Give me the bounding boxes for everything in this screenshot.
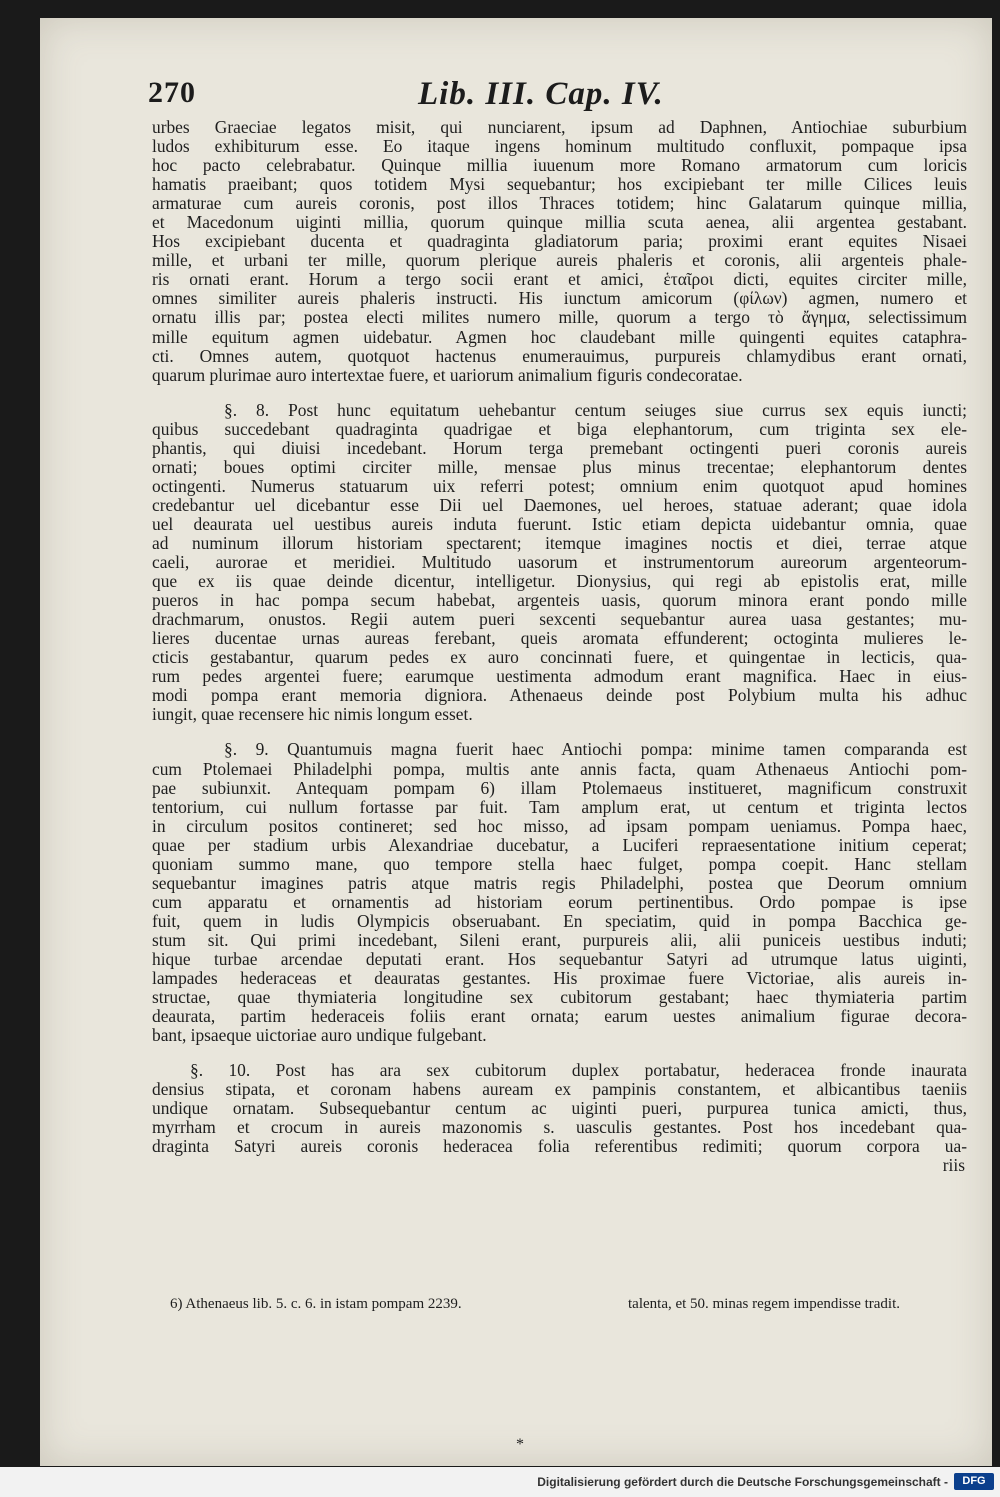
text-line: uel deaurata uel uestibus aureis induta fuerunt. Istic etiam depicta uidebantur omnia, quae: [152, 514, 967, 534]
text-line: phantis, qui diuisi incedebant. Horum terga premebant octingenti pueri coronis aureis: [152, 438, 967, 458]
text-line: cti. Omnes autem, quotquot hactenus enumerauimus, purpureis chlamydibus erant ornati,: [152, 346, 967, 366]
funding-credit: Digitalisierung gefördert durch die Deutsche Forschungsgemeinschaft -: [537, 1475, 948, 1489]
text-line: fuit, quem in ludis Olympicis obseruabant. En speciatim, quid in pompa Bacchica ge-: [152, 911, 967, 931]
text-line: hamatis praeibant; quos totidem Mysi sequebantur; hos excipiebant ter mille Cilices leuis: [152, 175, 967, 195]
text-line: quae per stadium urbis Alexandriae ducebatur, a Luciferi repraesentatione initium ceperat;: [152, 835, 967, 855]
text-line: armaturae cum aureis coronis, post illos Thraces totidem; hinc Galatarum quinque millia,: [152, 194, 967, 214]
footnote-left: 6) Athenaeus lib. 5. c. 6. in istam pompam 2239.: [170, 1296, 462, 1312]
dfg-logo[interactable]: DFG: [954, 1473, 994, 1490]
text-line: draginta Satyri aureis coronis hederacea folia referentibus redimiti; quorum corpora ua-: [152, 1137, 967, 1157]
text-line: pae subiunxit. Antequam pompam 6) illam Ptolemaeus institueret, magnificum construxit: [152, 778, 967, 798]
book-page: [40, 18, 992, 1466]
text-line: rum pedes argentei fuere; earumque uestimenta admodum erant magnifica. Haec in eius-: [152, 667, 967, 687]
text-line: undique ornatam. Subsequebantur centum ac uiginti pueri, purpurea tunica amicti, thus,: [152, 1099, 967, 1119]
text-line: cum apparatu et ornamentis ad historiam eorum pertinentibus. Ordo pompae is ipse: [152, 892, 967, 912]
text-line: §. 8. Post hunc equitatum uehebantur centum seiuges siue currus sex equis iuncti;: [224, 400, 967, 420]
text-line: hoc pacto celebrabatur. Quinque millia iuuenum more Romano armatorum cum loricis: [152, 156, 967, 176]
text-line: credebantur uel dicebantur esse Dii uel Daemones, uel heroes, statuae aderant; quae idola: [152, 495, 967, 515]
text-line: quibus succedebant quadraginta quadrigae et biga elephantorum, cum triginta sex ele-: [152, 419, 967, 439]
text-line: drachmarum, onustos. Regii autem pueri sexcenti sequebantur aurea uasa gestantes; mu-: [152, 610, 967, 630]
paragraph-section-8: [152, 401, 967, 725]
text-line: tentorium, cui nullum fortasse par fuit. Tam amplum erat, ut centum et triginta lectos: [152, 797, 967, 817]
text-line: stum sit. Qui primi incedebant, Sileni erant, purpureis alii, alii puniceis uestibus induti;: [152, 930, 967, 950]
text-line: ornatu illis par; postea electi milites numero mille, quorum a tergo τὸ ἄγημα, selectissimum: [152, 308, 967, 328]
text-line: Hos excipiebant ducenta et quadraginta gladiatorum paria; proximi erant equites Nisaei: [152, 232, 967, 252]
signature-mark: *: [516, 1436, 524, 1453]
text-line: §. 10. Post has ara sex cubitorum duplex portabatur, hederacea fronde inaurata: [190, 1061, 967, 1081]
text-line: mille, et urbani ter mille, quorum plerique aureis phaleris et coronis, alii argenteis phale-: [152, 251, 967, 271]
text-line: §. 9. Quantumuis magna fuerit haec Antiochi pompa: minime tamen comparanda est: [224, 740, 967, 760]
text-line: ornati; boues optimi circiter mille, mensae plus minus trecentae; elephantorum dentes: [152, 457, 967, 477]
text-line: iungit, quae recensere hic nimis longum esset.: [152, 705, 473, 725]
text-line: mille equitum agmen uidebatur. Agmen hoc claudebant mille quingenti equites cataphra-: [152, 327, 967, 347]
text-line: cticis gestabantur, quarum pedes ex auro concinnati fuere, et quingentae in lecticis, qua-: [152, 648, 967, 668]
text-line: hique turbae arcendae deputati erant. Hos sequebantur Satyri ad utrumque latus uiginti,: [152, 949, 967, 969]
text-line: deaurata, partim hederaceis foliis erant ornata; earum uestes animalium figurae decora-: [152, 1007, 967, 1027]
text-line: densius stipata, et coronam habens auream ex pampinis constantem, et albicantibus taeniis: [152, 1080, 967, 1100]
text-line: cum Ptolemaei Philadelphi pompa, multis ante annis facta, quam Athenaeus Antiochi pom-: [152, 759, 967, 779]
text-line: caeli, aurorae et meridiei. Multitudo uasorum et instrumentorum aureorum argenteorum-: [152, 553, 967, 573]
text-line: myrrham et crocum in aureis mazonomis s. uasculis gestantes. Post hos incedebant qua-: [152, 1118, 967, 1138]
text-line: ad numinum illorum historiam spectarent; itemque imagines noctis et diei, terrae atque: [152, 533, 967, 553]
running-head: Lib. III. Cap. IV.: [418, 76, 664, 112]
text-line: ludos exhibiturum esse. Eo itaque ingens hominum multitudo confluxit, pompaque ipsa: [152, 137, 967, 157]
text-line: pueros in hac pompa secum habebat, argenteis uasis, quorum minora erant pondo mille: [152, 591, 967, 611]
page-number: 270: [148, 76, 196, 109]
catchword: riis: [942, 1155, 965, 1176]
text-line: sequebantur imagines patris atque matris regis Philadelphi, postea que Deorum omnium: [152, 873, 967, 893]
text-line: in circulum positos contineret; sed hoc misso, ad ipsam pompam ueniamus. Pompa haec,: [152, 816, 967, 836]
paragraph-continuation: [152, 118, 967, 385]
text-line: octingenti. Numerus statuarum uix referri potest; omnium enim quotquot apud homines: [152, 476, 967, 496]
text-line: urbes Graeciae legatos misit, qui nunciarent, ipsum ad Daphnen, Antiochiae suburbium: [152, 118, 967, 137]
text-line: quoniam summo mane, quo tempore stella haec fulget, pompa coepit. Hanc stellam: [152, 854, 967, 874]
body-text: [152, 118, 967, 1191]
text-line: modi pompa erant memoria digniora. Athenaeus deinde post Polybium multa his adhuc: [152, 686, 967, 706]
text-line: lieres ducentae urnas aureas ferebant, queis aromata effunderent; octoginta mulieres le-: [152, 629, 967, 649]
text-line: bant, ipsaeque uictoriae auro undique fulgebant.: [152, 1026, 487, 1046]
footer-bar: [0, 1467, 1000, 1497]
footnote-right: talenta, et 50. minas regem impendisse tradit.: [628, 1296, 901, 1312]
paragraph-section-9: [152, 740, 967, 1045]
text-line: omnes similiter aureis phaleris instructi. His iunctum amicorum (φίλων) agmen, numero et: [152, 289, 967, 309]
paragraph-section-10: [152, 1061, 967, 1175]
text-line: quarum plurimae auro intertextae fuere, et uariorum animalium figuris condecoratae.: [152, 365, 743, 385]
text-line: que ex iis quae deinde dicentur, intelligetur. Dionysius, qui regi ab epistolis erat, mille: [152, 572, 967, 592]
text-line: et Macedonum uiginti millia, quorum quinque millia scuta aenea, alii argentea gestabant.: [152, 213, 967, 233]
text-line: ris ornati erant. Horum a tergo socii erant et amici, ἑταῖροι dicti, equites circiter mille,: [152, 270, 967, 290]
footnote: [170, 1296, 970, 1318]
text-line: lampades hederaceas et deauratas gestantes. His proximae fuere Victoriae, alis aureis in-: [152, 969, 967, 989]
text-line: structae, quae thymiateria longitudine sex cubitorum gestabant; haec thymiateria partim: [152, 988, 967, 1008]
